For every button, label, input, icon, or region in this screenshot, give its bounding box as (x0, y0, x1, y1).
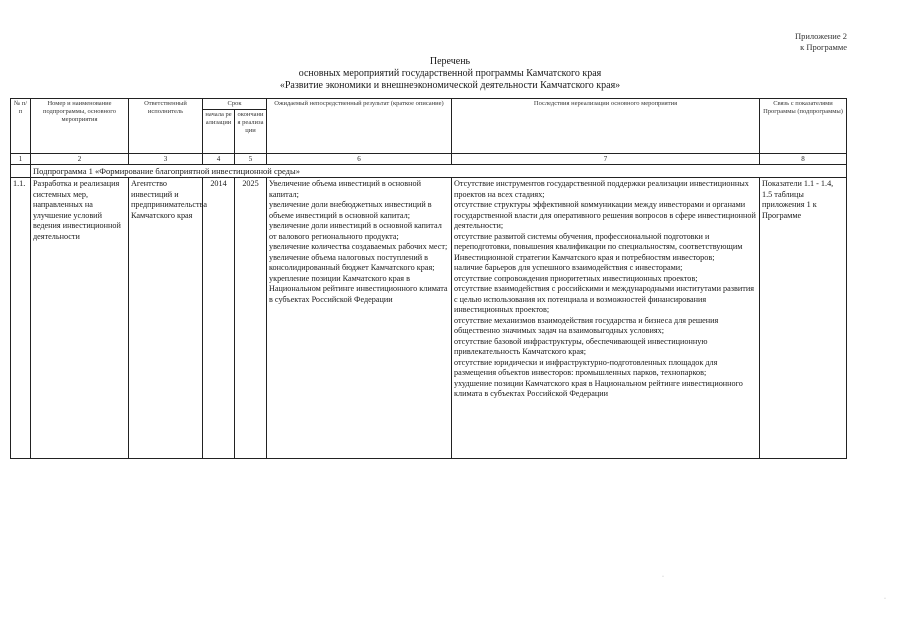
consequence-item: отсутствие сопровождения приоритетных инвестиционных проектов; (454, 273, 698, 283)
column-number: 6 (267, 154, 452, 165)
header-consequences: Последствия нереализации основного мероприятия (452, 99, 760, 154)
column-number: 2 (31, 154, 129, 165)
result-item: укрепление позиции Камчатского края в Национальном рейтинге инвестиционного климата в субъектах Российской Федерации (269, 273, 448, 304)
result-item: увеличение количества создаваемых рабочих мест; (269, 242, 448, 251)
measure-name: Разработка и реализация системных мер, направленных на улучшение условий ведения инвестиционной деятельности (31, 178, 129, 459)
document-title (200, 56, 700, 92)
header-term: Срок (203, 99, 267, 110)
consequence-item: наличие барьеров для успешного взаимодействия с инвесторами; (454, 263, 683, 272)
consequences (452, 178, 760, 459)
appendix-line-1: Приложение 2 (795, 31, 847, 41)
header-indicators: Связь с показателями Программы (подпрограммы) (760, 99, 847, 154)
consequence-item: отсутствие механизмов взаимодействия государства и бизнеса для решения общественно значимых задач на взаимовыгодных условиях; (454, 315, 719, 335)
expected-results (267, 178, 452, 459)
result-item: Увеличение объема инвестиций в основной капитал; (269, 179, 421, 199)
consequence-item: отсутствие структуры эффективной коммуникации между инвесторами и органами государственной власти для оперативного решения вопросов в сфере инвестиционной деятельности; (454, 200, 756, 230)
column-number: 3 (129, 154, 203, 165)
consequence-item: Отсутствие инструментов государственной поддержки реализации инвестиционных проектов на всех стадиях; (454, 179, 749, 199)
column-numbers-row (11, 154, 847, 165)
header-executor: Ответственный исполнитель (129, 99, 203, 154)
consequence-item: отсутствие базовой инфраструктуры, обеспечивающей инвестиционную привлекательность Камчатского края; (454, 336, 708, 356)
measure-end-year: 2025 (235, 178, 267, 459)
row-number: 1.1. (11, 178, 31, 459)
measure-executor: Агентство инвестиций и предпринимательства Камчатского края (129, 178, 203, 459)
column-number: 8 (760, 154, 847, 165)
header-start: начала реализации (203, 110, 235, 154)
consequence-item: отсутствие взаимодействия с российскими и международными институтами развития с целью использования их потенциала и возможностей финансирования инвестиционных проектов; (454, 284, 754, 314)
scan-speck: · (662, 574, 664, 580)
column-number: 5 (235, 154, 267, 165)
header-result: Ожидаемый непосредственный результат (краткое описание) (267, 99, 452, 154)
subprogram-row (11, 165, 847, 178)
consequence-item: отсутствие развитой системы обучения, профессиональной подготовки и переподготовки, повышения квалификации по специальностям, соответствующим Инвестиционной стратегии Камчатского края и потребностям инвесторов; (454, 231, 743, 262)
measure-start-year: 2014 (203, 178, 235, 459)
result-item: увеличение доли инвестиций в основной капитал от валового регионального продукта; (269, 221, 442, 241)
program-indicators: Показатели 1.1 - 1.4, 1.5 таблицы приложения 1 к Программе (760, 178, 847, 459)
table-row (11, 178, 847, 459)
appendix-line-2: к Программе (800, 42, 847, 52)
subprogram-title: Подпрограмма 1 «Формирование благоприятной инвестиционной среды» (31, 165, 847, 178)
consequence-item: отсутствие юридически и инфраструктурно-подготовленных площадок для размещения объектов инвесторов: промышленных парков, технопарков; (454, 357, 718, 377)
title-line-2: основных мероприятий государственной программы Камчатского края (298, 68, 602, 79)
consequence-item: ухудшение позиции Камчатского края в Национальном рейтинге инвестиционного климата в субъектах Российской Федерации (454, 378, 743, 398)
column-number: 4 (203, 154, 235, 165)
appendix-label (795, 31, 847, 53)
title-line-3: «Развитие экономики и внешнеэкономической деятельности Камчатского края» (279, 80, 621, 91)
result-item: увеличение объема налоговых поступлений в консолидированный бюджет Камчатского края; (269, 252, 435, 272)
scan-speck: · (884, 596, 886, 602)
measures-table (10, 98, 847, 459)
header-num: № п/п (11, 99, 31, 154)
header-end: окончания реализации (235, 110, 267, 154)
header-name: Номер и наименование подпрограммы, основного мероприятия (31, 99, 129, 154)
column-number: 1 (11, 154, 31, 165)
header-row-1 (11, 99, 847, 110)
title-line-1: Перечень (429, 56, 471, 67)
result-item: увеличение доли внебюджетных инвестиций в объеме инвестиций в основной капитал; (269, 200, 432, 220)
column-number: 7 (452, 154, 760, 165)
